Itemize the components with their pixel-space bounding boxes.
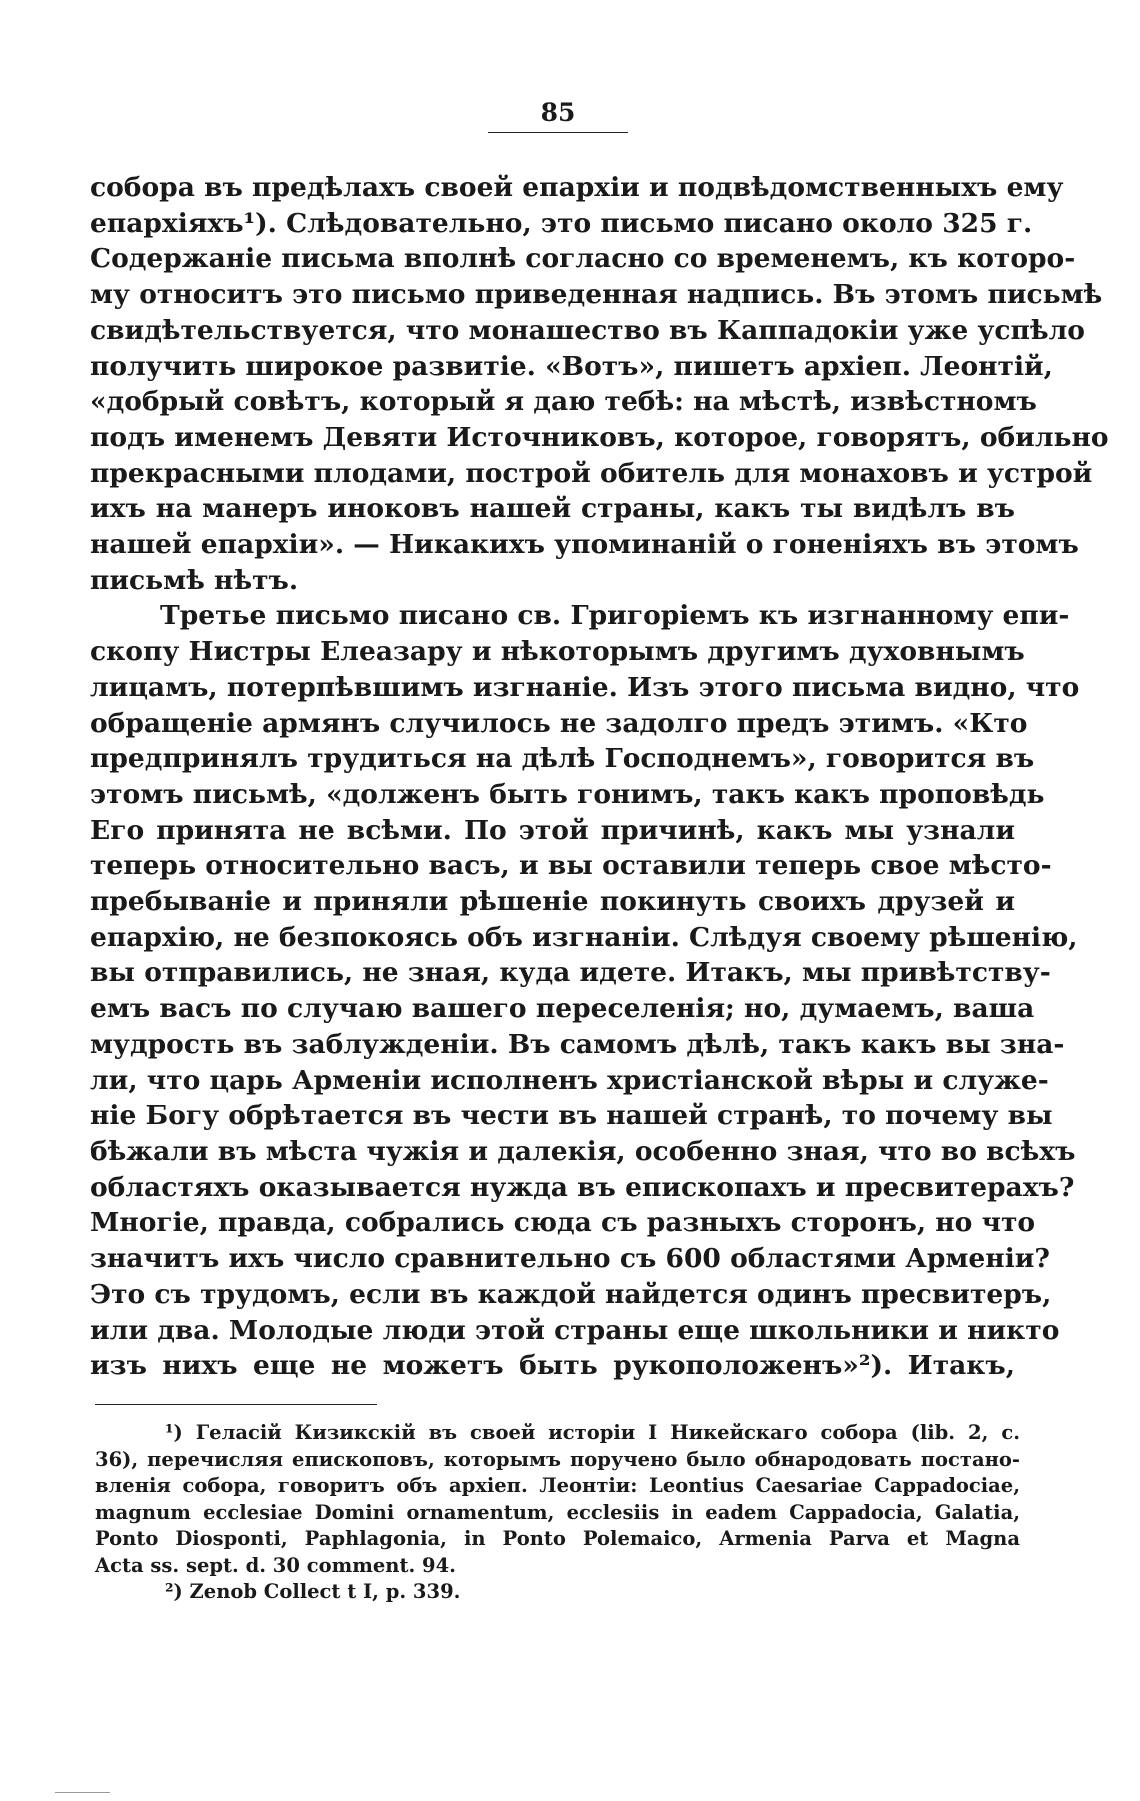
text-line: Это съ трудомъ, если въ каждой найдется одинъ пресвитеръ,: [90, 1278, 1052, 1310]
text-line: епархіяхъ¹). Слѣдовательно, это письмо писано около 325 г.: [90, 207, 1033, 239]
footnote-separator: [95, 1404, 377, 1405]
text-line: Многіе, правда, собрались сюда съ разныхъ сторонъ, но что: [90, 1207, 1036, 1239]
text-line: ихъ на манеръ иноковъ нашей страны, какъ ты видѣлъ въ: [90, 493, 1015, 525]
scan-edge-mark: [55, 1792, 110, 1793]
text-line: вы отправились, не зная, куда идете. Итакъ, мы привѣтству-: [90, 957, 1051, 989]
footnote-line: Ponto Diosponti, Paphlagonia, in Ponto Polemaico, Armenia Parva et Magna: [95, 1527, 1020, 1550]
text-line: этомъ письмѣ, «долженъ быть гонимъ, такъ какъ проповѣдь: [90, 778, 1045, 810]
text-line: получить широкое развитіе. «Вотъ», пишетъ архіеп. Леонтій,: [90, 350, 1053, 382]
text-line: нашей епархіи». — Никакихъ упоминаній о гоненіяхъ въ этомъ: [90, 529, 1079, 561]
text-line: епархію, не безпокоясь объ изгнаніи. Слѣдуя своему рѣшенію,: [90, 921, 1078, 953]
text-line: «добрый совѣтъ, который я даю тебѣ: на мѣстѣ, извѣстномъ: [90, 386, 1037, 418]
text-line: или два. Молодые люди этой страны еще школьники и никто: [90, 1314, 1060, 1346]
main-text: [90, 170, 1109, 1384]
footnote-line: 36), перечисляя епископовъ, которымъ поручено было обнародовать постано-: [95, 1447, 1020, 1471]
text-line: предпринялъ трудиться на дѣлѣ Господнемъ», говорится въ: [90, 743, 1035, 775]
text-line: Содержаніе письма вполнѣ согласно со временемъ, къ которо-: [90, 243, 1076, 275]
text-line: письмѣ нѣтъ.: [90, 564, 299, 596]
text-line: мудрость въ заблужденіи. Въ самомъ дѣлѣ, такъ какъ вы зна-: [90, 1028, 1065, 1060]
text-line: прекрасными плодами, построй обитель для монаховъ и устрой: [90, 457, 1093, 489]
footnotes: [95, 1420, 1020, 1606]
paragraph-2: [90, 598, 1080, 1383]
footnote-line: ¹) Геласій Кизикскій въ своей исторіи I Никейскаго собора (lib. 2, с.: [165, 1421, 1020, 1444]
text-line: лицамъ, потерпѣвшимъ изгнаніе. Изъ этого письма видно, что: [90, 671, 1080, 703]
text-line: бѣжали въ мѣста чужія и далекія, особенно зная, что во всѣхъ: [90, 1135, 1076, 1167]
text-line: значитъ ихъ число сравнительно съ 600 областями Арменіи?: [90, 1243, 1050, 1275]
page-header: [488, 98, 628, 133]
text-line: изъ нихъ еще не можетъ быть рукоположенъ»²). Итакъ,: [90, 1350, 1015, 1382]
text-line: теперь относительно васъ, и вы оставили теперь свое мѣсто-: [90, 850, 1052, 882]
text-line: пребываніе и приняли рѣшеніе покинуть своихъ друзей и: [90, 886, 1015, 918]
footnote-line: ²) Zenob Collect t I, p. 339.: [165, 1580, 461, 1603]
text-line: собора въ предѣлахъ своей епархіи и подвѣдомственныхъ ему: [90, 172, 1064, 203]
page-number: 85: [540, 98, 576, 127]
text-line: обращеніе армянъ случилось не задолго предъ этимъ. «Кто: [90, 707, 1028, 739]
paragraph-1: [90, 170, 1109, 598]
text-line: свидѣтельствуется, что монашество въ Каппадокіи уже успѣло: [90, 314, 1085, 346]
text-line: подъ именемъ Девяти Источниковъ, которое, говорятъ, обильно: [90, 421, 1109, 453]
page-number-rule: [488, 132, 628, 133]
text-line: ли, что царь Арменіи исполненъ христіанской вѣры и служе-: [90, 1064, 1049, 1096]
text-line: областяхъ оказывается нужда въ епископахъ и пресвитерахъ?: [90, 1171, 1075, 1203]
text-line: Третье письмо писано св. Григоріемъ къ изгнанному епи-: [160, 600, 1070, 632]
footnote-line: Acta ss. sept. d. 30 comment. 94.: [95, 1553, 456, 1577]
text-line: ніе Богу обрѣтается въ чести въ нашей странѣ, то почему вы: [90, 1100, 1053, 1132]
text-line: скопу Нистры Елеазару и нѣкоторымъ другимъ духовнымъ: [90, 636, 1025, 668]
text-line: емъ васъ по случаю вашего переселенія; но, думаемъ, ваша: [90, 993, 1035, 1025]
footnote-line: magnum ecclesiae Domini ornamentum, ecclesiis in eadem Cappadocia, Galatia,: [95, 1500, 1020, 1524]
footnote-line: вленія собора, говоритъ объ архіеп. Леонтіи: Leontius Caesariae Cappadociae,: [95, 1474, 1020, 1497]
text-line: му относитъ это письмо приведенная надпись. Въ этомъ письмѣ: [90, 279, 1103, 311]
text-line: Его принята не всѣми. По этой причинѣ, какъ мы узнали: [90, 814, 1015, 846]
